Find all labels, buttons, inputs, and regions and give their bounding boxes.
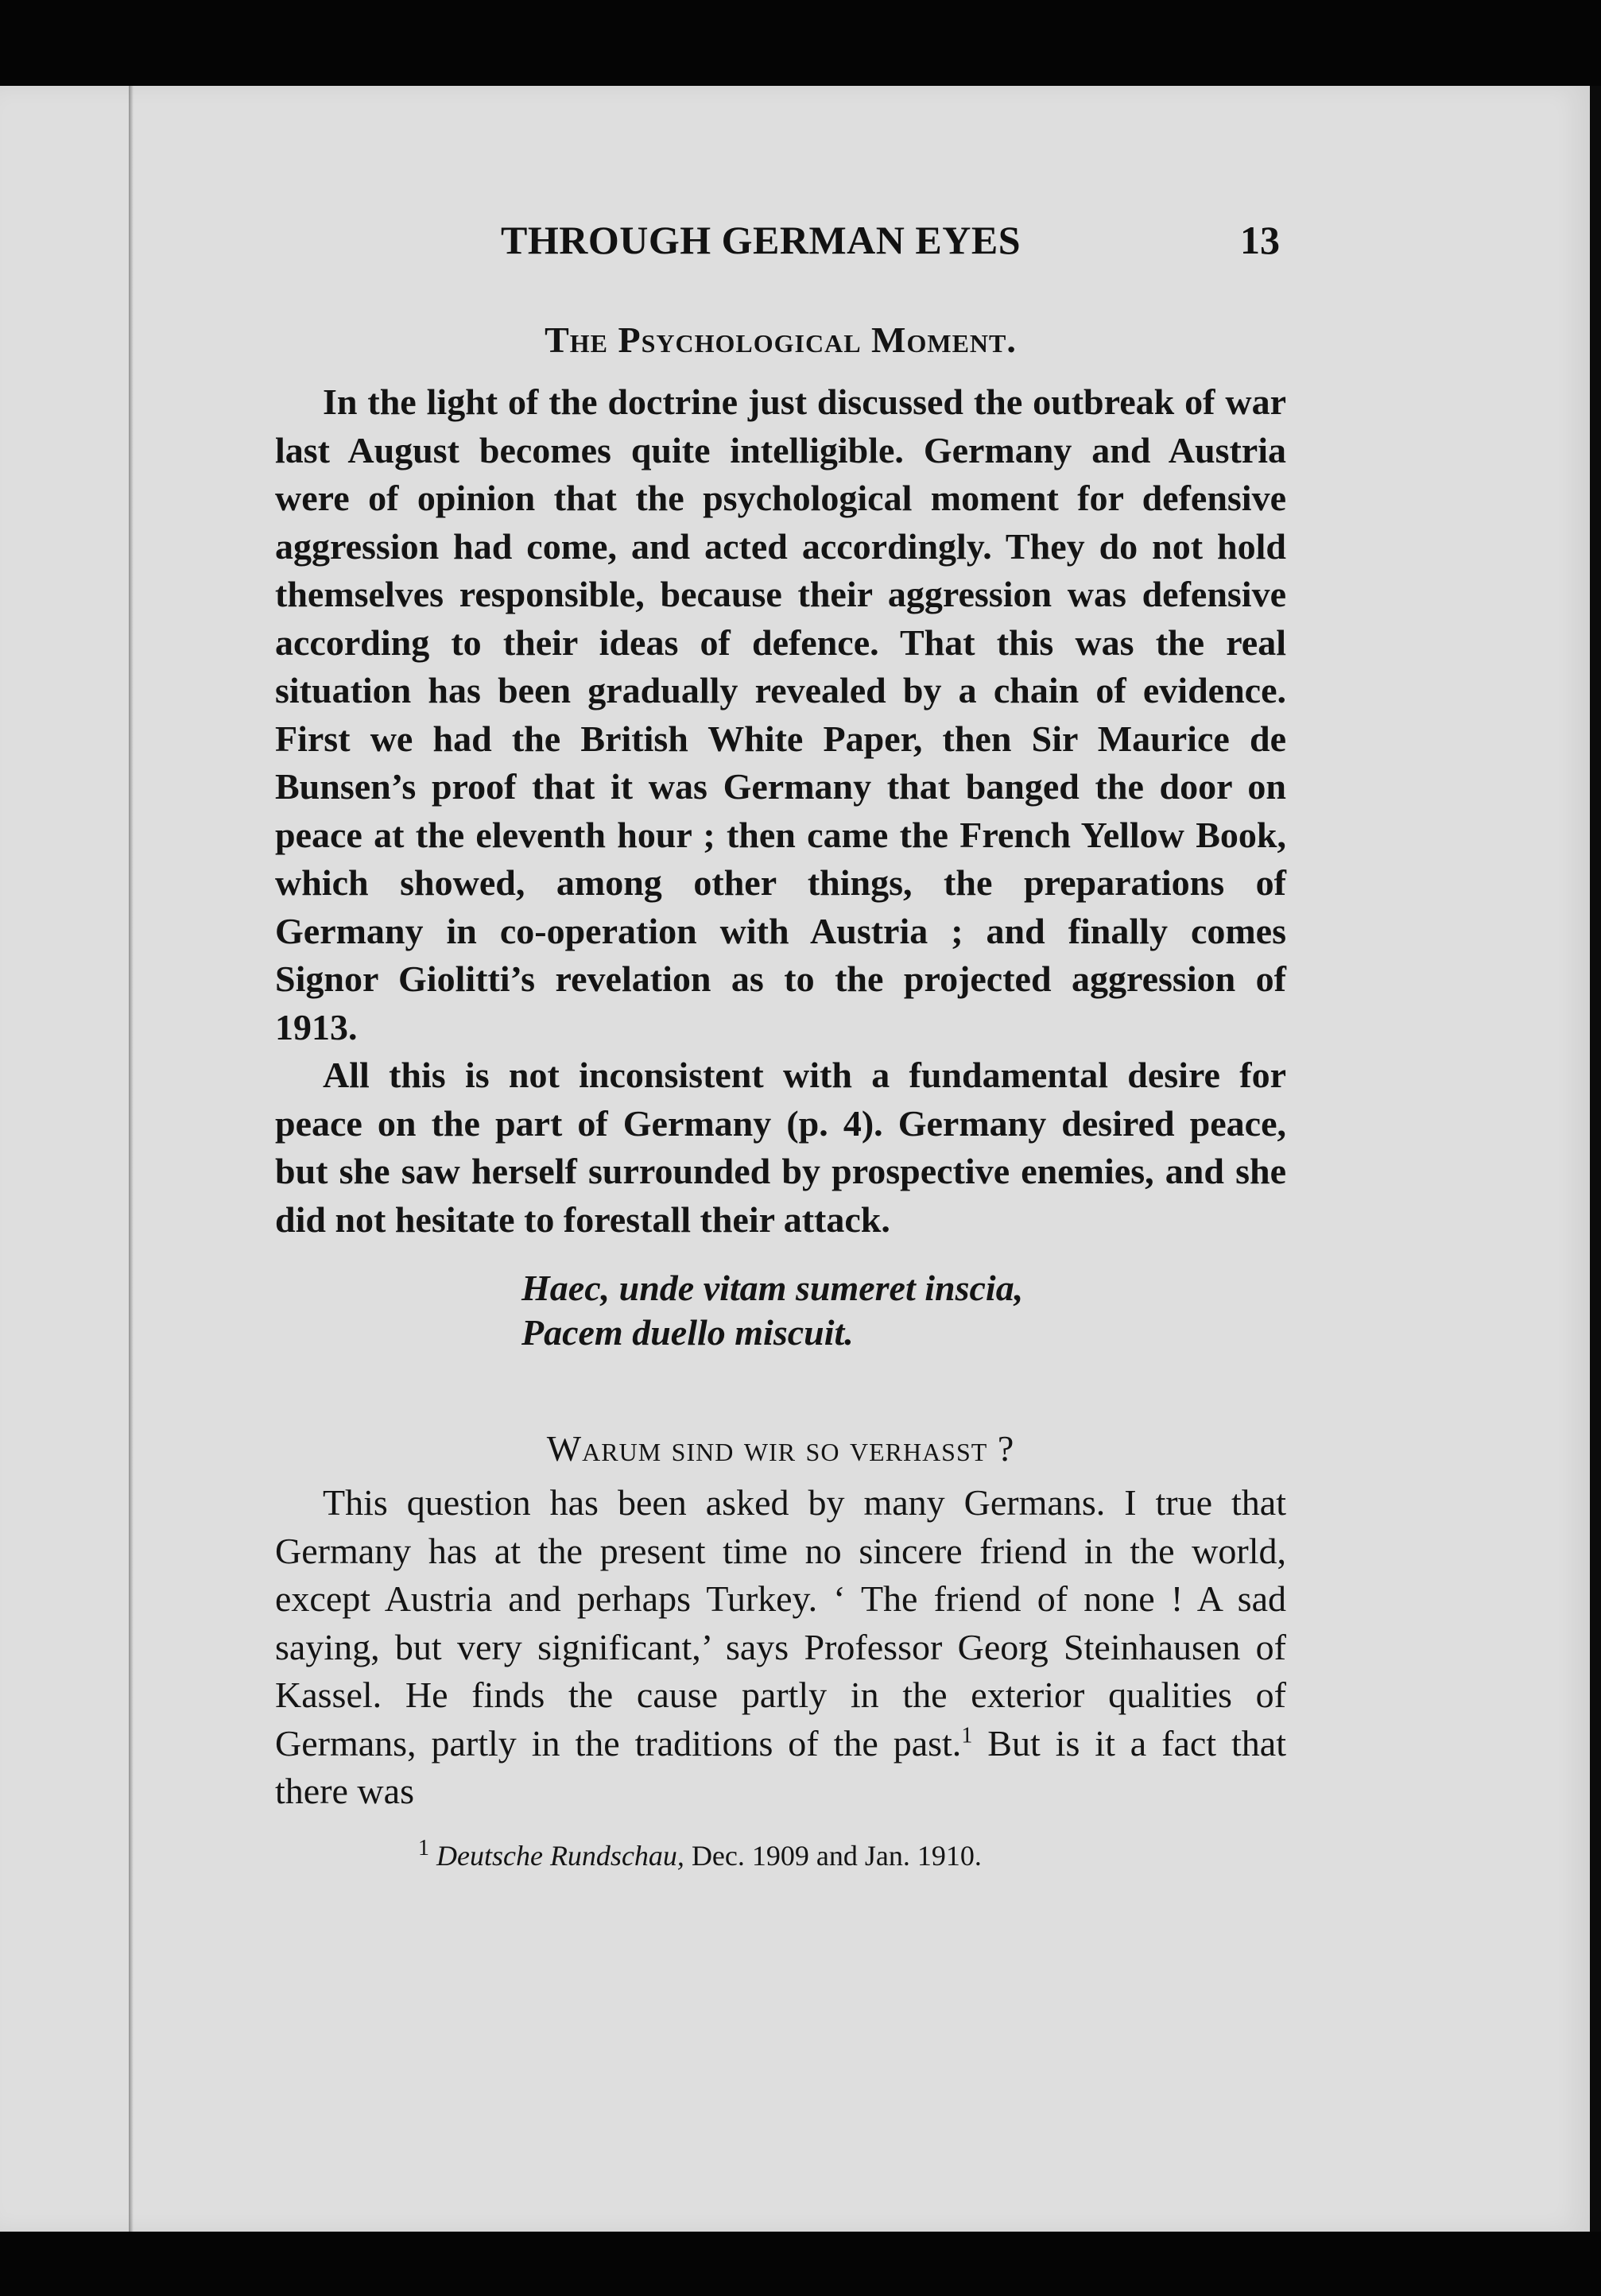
running-title: THROUGH GERMAN EYES (501, 218, 1021, 262)
paragraph: In the light of the doctrine just discussed the outbreak of war last August becomes quite intelligible. Germany and Austria were of opinion that the psychological moment for defensive aggression had come, and acted accordingly. They do not hold themselves responsible, because their aggression was defensive according to their ideas of defence. That this was the real situation has been gradually revealed by a chain of evidence. First we had the British White Paper, then Sir Maurice de Bunsen’s proof that it was Germany that banged the door on peace at the eleventh hour ; then came the French Yellow Book, which showed, among other things, the preparations of Germany in co-operation with Austria ; and finally comes Signor Giolitti’s revelation as to the projected aggression of 1913. (275, 381, 1286, 1047)
paragraph (275, 1479, 1286, 1816)
section-heading-psychological-moment: The Psychological Moment. (545, 319, 1017, 360)
verse-line: Pacem duello miscuit. (521, 1312, 854, 1353)
page-number: 13 (1240, 218, 1280, 262)
scan-border-bottom (0, 2232, 1601, 2296)
paragraph: All this is not inconsistent with a fundamental desire for peace on the part of Germany (p. 4). Germany desired peace, but she saw herself surrounded by prospective enemies, and she did not hesitate to forestall their attack. (275, 1055, 1286, 1240)
paragraph-text-end: But is it a fact that there was (275, 1722, 1287, 1811)
footnote-reference: 1 (961, 1723, 973, 1748)
footnote-source-title: Deutsche Rundschau, (436, 1839, 684, 1872)
section-heading-warum: Warum sind wir so verhasst ? (546, 1428, 1015, 1469)
verse-line: Haec, unde vitam sumeret inscia, (521, 1268, 1024, 1308)
text-block (275, 316, 1286, 1873)
footnote (418, 1835, 1286, 1873)
scan-border-top (0, 0, 1601, 86)
footnote-source-dates: Dec. 1909 and Jan. 1910. (684, 1839, 982, 1872)
book-page (0, 86, 1590, 2232)
page-gutter-shadow (129, 86, 134, 2232)
footnote-marker: 1 (418, 1835, 429, 1860)
latin-verse (521, 1266, 1286, 1355)
paragraph-text: This question has been asked by many Germans. I true that Germany has at the present time no sincere friend in the world, except Austria and perhaps Turkey. ‘ The friend of none ! A sad saying, but very significant,’ says Professor Georg Steinhausen of Kassel. He finds the cause partly in the exterior qualities of Germans, partly in the traditions of the past. (275, 1482, 1286, 1764)
